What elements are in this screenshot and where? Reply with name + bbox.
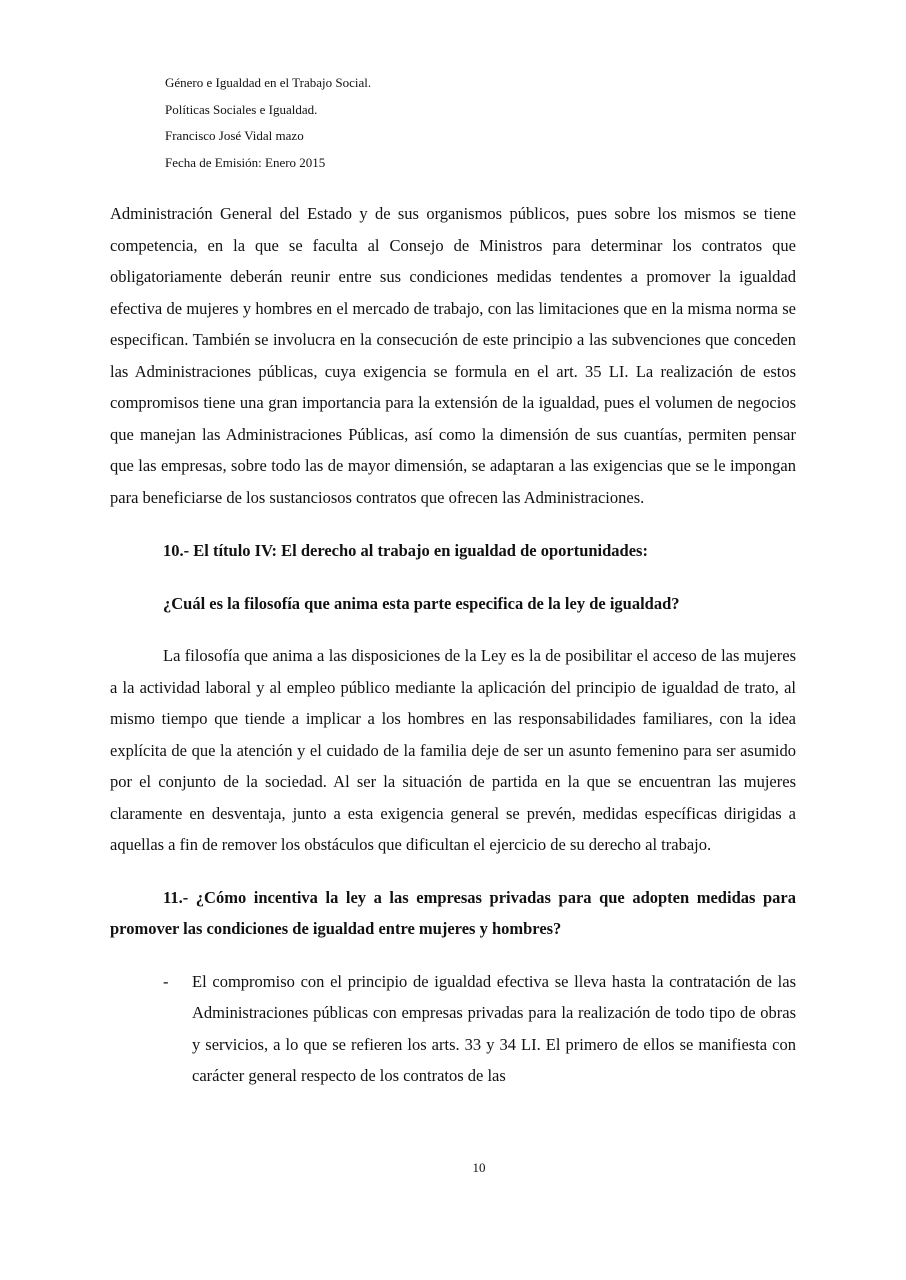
header-subject: Políticas Sociales e Igualdad. [165, 101, 318, 117]
section-heading-11: 11.- ¿Cómo incentiva la ley a las empresas privadas para que adopten medidas para promover las condiciones de igualdad entre mujeres y hombres? [110, 887, 796, 938]
header-issue-date: Fecha de Emisión: Enero 2015 [165, 154, 326, 170]
body-paragraph-philosophy: La filosofía que anima a las disposiciones de la Ley es la de posibilitar el acceso de las mujeres a la actividad laboral y al empleo público mediante la aplicación del principio de igualdad de trato, al mismo tiempo que tiende a implicar a los hombres en las responsabilidades familiares, con la idea explícita de que la atención y el cuidado de la familia deje de ser un asunto femenino para ser asumido por el conjunto de la sociedad. Al ser la situación de partida en la que se encuentran las mujeres claramente en desventaja, junto a esta exigencia general se prevén, medidas específicas dirigidas a aquellas a fin de remover los obstáculos que dificultan el ejercicio de su derecho al trabajo. [110, 646, 796, 854]
header-author: Francisco José Vidal mazo [165, 128, 304, 143]
document-header [165, 70, 371, 176]
section-question: ¿Cuál es la filosofía que anima esta parte especifica de la ley de igualdad? [163, 593, 680, 613]
bullet-text: El compromiso con el principio de igualdad efectiva se lleva hasta la contratación de las Administraciones públicas con empresas privadas para la realización de todo tipo de obras y servicios, a lo que se refieren los arts. 33 y 34 LI. El primero de ellos se manifiesta con carácter general respecto de los contratos de las [192, 971, 796, 1085]
body-paragraph-continuation: Administración General del Estado y de sus organismos públicos, pues sobre los mismos se tiene competencia, en la que se faculta al Consejo de Ministros para determinar los contratos que obligatoriamente deberán reunir entre sus condiciones medidas tendentes a promover la igualdad efectiva de mujeres y hombres en el mercado de trabajo, con las limitaciones que en la misma norma se especifican. También se involucra en la consecución de este principio a las subvenciones que conceden las Administraciones públicas, cuya exigencia se formula en el art. 35 LI. La realización de estos compromisos tiene una gran importancia para la extensión de la igualdad, pues el volumen de negocios que manejan las Administraciones Públicas, así como la dimensión de sus cuantías, permiten pensar que las empresas, sobre todo las de mayor dimensión, se adaptaran a las exigencias que se le impongan para beneficiarse de los sustanciosos contratos que ofrecen las Administraciones. [110, 204, 796, 507]
bullet-list [110, 966, 796, 1092]
page-number: 10 [472, 1160, 486, 1175]
bullet-marker: - [163, 971, 169, 991]
list-item [110, 966, 796, 1092]
document-body [110, 198, 796, 1092]
section-heading-10: 10.- El título IV: El derecho al trabajo en igualdad de oportunidades: [163, 541, 648, 560]
header-course-title: Género e Igualdad en el Trabajo Social. [165, 75, 372, 90]
